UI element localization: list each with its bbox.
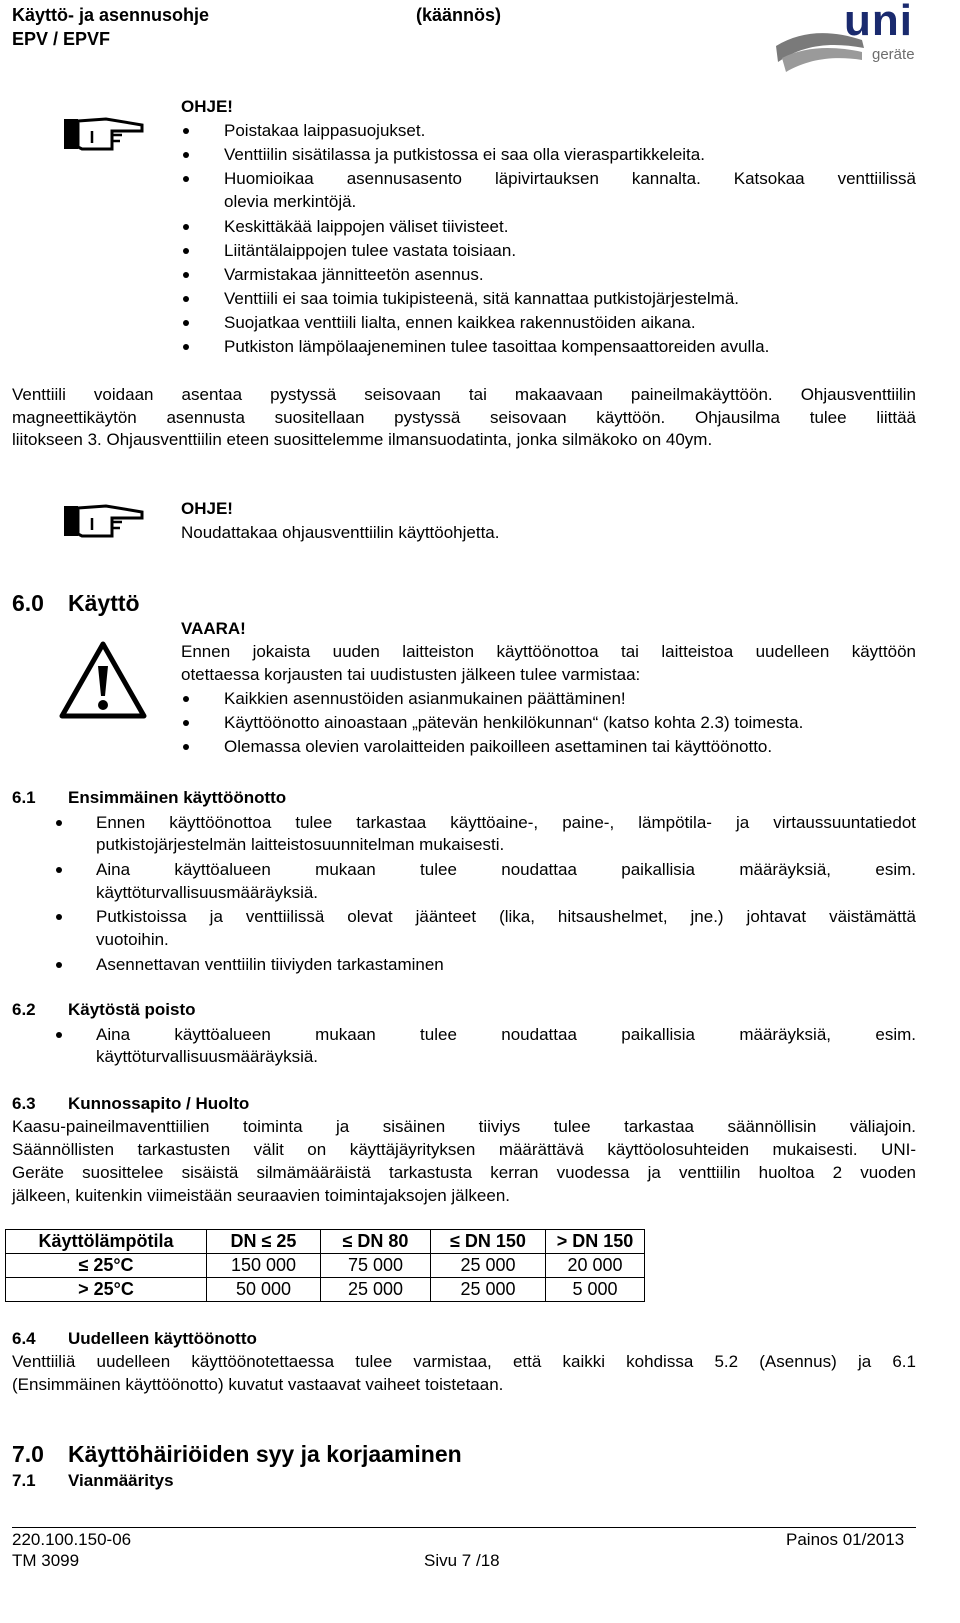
list-item: Ennen käyttöönottoa tulee tarkastaa käyttöaine-, paine-, lämpötila- ja virtaussuuntatiedot — [96, 813, 916, 832]
table-header-cell: Käyttölämpötila — [6, 1230, 207, 1254]
footer-edition: Painos 01/2013 — [786, 1530, 905, 1549]
warning-line: otettaessa korjausten tai uudistusten jälkeen tulee varmistaa: — [181, 665, 641, 684]
warning-line: Ennen jokaista uuden laitteiston käyttöönottoa tai laitteistoa uudelleen käyttöön — [181, 642, 916, 661]
section-number: 7.1 — [12, 1471, 36, 1490]
list-item-cont: olevia merkintöjä. — [224, 192, 357, 211]
para-line: Geräte suosittelee sisäistä silmämääräistä tarkastusta kerran vuodessa ja venttiilin huoltoa 2 vuoden — [12, 1163, 916, 1182]
bullet — [183, 128, 189, 134]
list-item: Aina käyttöalueen mukaan tulee noudattaa paikallisia määräyksiä, esim. — [96, 860, 916, 879]
para-line: Kaasu-paineilmaventtiilien toiminta ja sisäinen tiiviys tulee tarkastaa säännöllisin väliajoin. — [12, 1117, 916, 1136]
para-line: Säännöllisten tarkastusten välit on käyttäjäyrityksen määrättävä käyttöolosuhteiden mukaisesti. UNI- — [12, 1140, 916, 1159]
note2-label: OHJE! — [181, 499, 233, 518]
table-header-cell: > DN 150 — [546, 1230, 645, 1254]
logo-subtext: geräte — [872, 46, 915, 63]
note1-label: OHJE! — [181, 97, 233, 116]
footer-doc-number: 220.100.150-06 — [12, 1530, 132, 1549]
bullet — [183, 296, 189, 302]
para1-line: liitokseen 3. Ohjausventtiilin eteen suosittelemme ilmansuodatinta, jonka silmäkoko on 40ym. — [12, 430, 713, 449]
table-header-cell: ≤ DN 150 — [431, 1230, 546, 1254]
bullet — [183, 176, 189, 182]
doc-title: Käyttö- ja asennusohje — [12, 5, 210, 25]
note2-text: Noudattakaa ohjausventtiilin käyttöohjetta. — [181, 523, 500, 542]
list-item: Keskittäkää laippojen väliset tiivisteet. — [224, 217, 509, 236]
list-item-cont: putkistojärjestelmän laitteistosuunnitelman mukaisesti. — [96, 835, 505, 854]
para1-line: magneettikäytön asennusta suositellaan pystyssä seisovaan käyttöön. Ohjausilma tulee liittää — [12, 408, 916, 427]
bullet — [56, 820, 62, 826]
pointing-hand-icon — [62, 113, 146, 157]
warning-item: Käyttöönotto ainoastaan „pätevän henkilökunnan“ (katso kohta 2.3) toimesta. — [224, 713, 804, 732]
bullet — [56, 962, 62, 968]
section-number: 7.0 — [12, 1441, 44, 1467]
table-header-row — [6, 1230, 645, 1254]
section-title: Käyttöhäiriöiden syy ja korjaaminen — [68, 1441, 462, 1467]
uni-logo — [772, 0, 932, 80]
bullet — [56, 867, 62, 873]
para-line: jälkeen, kuitenkin viimeistään seuraavien toimintajaksojen jälkeen. — [12, 1186, 510, 1205]
table-cell: 25 000 — [321, 1278, 431, 1302]
warning-item: Olemassa olevien varolaitteiden paikoilleen asettaminen tai käyttöönotto. — [224, 737, 773, 756]
table-cell: 25 000 — [431, 1278, 546, 1302]
list-item: Venttiilin sisätilassa ja putkistossa ei saa olla vieraspartikkeleita. — [224, 145, 705, 164]
table-cell: 50 000 — [207, 1278, 321, 1302]
section-title: Kunnossapito / Huolto — [68, 1094, 250, 1113]
table-header-cell: ≤ DN 80 — [321, 1230, 431, 1254]
section-number: 6.1 — [12, 788, 36, 807]
section-number: 6.3 — [12, 1094, 36, 1113]
bullet — [183, 696, 189, 702]
list-item: Poistakaa laippasuojukset. — [224, 121, 426, 140]
list-item: Putkiston lämpölaajeneminen tulee tasoittaa kompensaattoreiden avulla. — [224, 337, 770, 356]
section-title: Ensimmäinen käyttöönotto — [68, 788, 287, 807]
bullet — [183, 720, 189, 726]
table-cell: > 25°C — [6, 1278, 207, 1302]
table-cell: 20 000 — [546, 1254, 645, 1278]
section-number: 6.2 — [12, 1000, 36, 1019]
table-cell: 75 000 — [321, 1254, 431, 1278]
list-item: Varmistakaa jännitteetön asennus. — [224, 265, 484, 284]
section-title: Käytöstä poisto — [68, 1000, 196, 1019]
bullet — [183, 344, 189, 350]
para1-line: Venttiili voidaan asentaa pystyssä seisovaan tai makaavaan paineilmakäyttöön. Ohjausventtiilin — [12, 385, 916, 404]
warning-item: Kaikkien asennustöiden asianmukainen päättäminen! — [224, 689, 626, 708]
warning-triangle-icon — [58, 640, 148, 720]
doc-model: EPV / EPVF — [12, 29, 111, 49]
section-number: 6.4 — [12, 1329, 36, 1348]
list-item: Aina käyttöalueen mukaan tulee noudattaa paikallisia määräyksiä, esim. — [96, 1025, 916, 1044]
list-item-cont: käyttöturvallisuusmääräyksiä. — [96, 883, 319, 902]
table-cell: 150 000 — [207, 1254, 321, 1278]
list-item: Huomioikaa asennusasento läpivirtauksen kannalta. Katsokaa venttiilissä — [224, 169, 916, 188]
table-row — [6, 1254, 645, 1278]
section-number: 6.0 — [12, 590, 44, 616]
logo-text: uni — [844, 0, 913, 45]
footer-tm: TM 3099 — [12, 1551, 80, 1570]
section-title: Uudelleen käyttöönotto — [68, 1329, 257, 1348]
pointing-hand-icon — [62, 500, 146, 544]
maintenance-interval-table — [5, 1229, 645, 1302]
list-item-cont: käyttöturvallisuusmääräyksiä. — [96, 1047, 319, 1066]
table-cell: 5 000 — [546, 1278, 645, 1302]
bullet — [183, 272, 189, 278]
footer-page-number: Sivu 7 /18 — [424, 1551, 500, 1570]
bullet — [56, 914, 62, 920]
list-item: Venttiili ei saa toimia tukipisteenä, sitä kannattaa putkistojärjestelmä. — [224, 289, 739, 308]
table-header-cell: DN ≤ 25 — [207, 1230, 321, 1254]
table-row — [6, 1278, 645, 1302]
translation-note: (käännös) — [416, 5, 502, 25]
section-title: Vianmääritys — [68, 1471, 174, 1490]
list-item: Asennettavan venttiilin tiiviyden tarkastaminen — [96, 955, 444, 974]
table-cell: 25 000 — [431, 1254, 546, 1278]
list-item: Putkistoissa ja venttiilissä olevat jäänteet (lika, hitsaushelmet, jne.) johtavat väistämättä — [96, 907, 916, 926]
list-item-cont: vuotoihin. — [96, 930, 169, 949]
list-item: Suojatkaa venttiili lialta, ennen kaikkea rakennustöiden aikana. — [224, 313, 696, 332]
footer-divider — [12, 1527, 916, 1528]
bullet — [183, 320, 189, 326]
bullet — [183, 224, 189, 230]
section-title: Käyttö — [68, 590, 140, 616]
para-line: (Ensimmäinen käyttöönotto) kuvatut vastaavat vaiheet toistetaan. — [12, 1375, 504, 1394]
list-item: Liitäntälaippojen tulee vastata toisiaan. — [224, 241, 517, 260]
bullet — [183, 744, 189, 750]
warning-label: VAARA! — [181, 619, 246, 638]
table-cell: ≤ 25°C — [6, 1254, 207, 1278]
bullet — [183, 152, 189, 158]
bullet — [56, 1032, 62, 1038]
bullet — [183, 248, 189, 254]
para-line: Venttiiliä uudelleen käyttöönotettaessa tulee varmistaa, että kaikki kohdissa 5.2 (Asennus) ja 6.1 — [12, 1352, 916, 1371]
